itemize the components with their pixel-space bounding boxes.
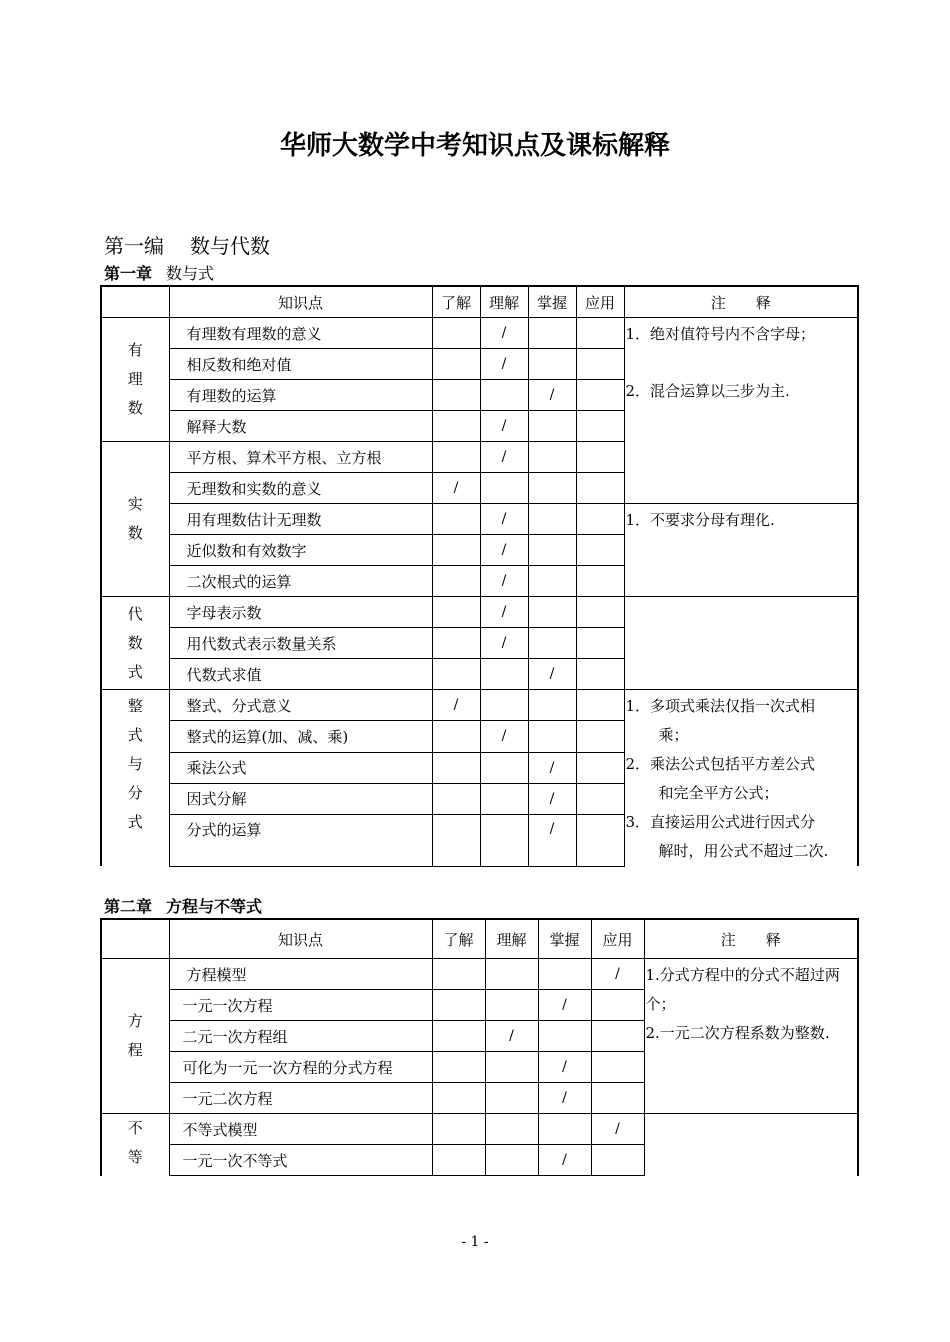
- note-line: 2.一元二次方程系数为整数.: [645, 1024, 830, 1042]
- mark: /: [591, 959, 644, 990]
- category-cell: 整 式 与 分 式: [101, 690, 169, 867]
- mark: /: [480, 535, 528, 566]
- knowledge-item: 一元一次方程: [169, 990, 432, 1021]
- chapter1-heading: [104, 261, 214, 284]
- mark: /: [432, 473, 480, 504]
- knowledge-item: 整式、分式意义: [169, 690, 432, 721]
- knowledge-item: 字母表示数: [169, 597, 432, 628]
- note-cell: [624, 318, 858, 504]
- category-cell: 不 等: [101, 1114, 169, 1176]
- mark: /: [432, 690, 480, 721]
- mark: /: [528, 815, 576, 866]
- chapter1-table: [100, 285, 859, 867]
- mark: /: [480, 318, 528, 349]
- mark: /: [528, 659, 576, 690]
- category-cell: 实 数: [101, 442, 169, 597]
- mark: /: [480, 597, 528, 628]
- header-understand: 了解: [432, 286, 480, 318]
- knowledge-item: 一元一次不等式: [169, 1145, 432, 1176]
- header-comprehend: 理解: [485, 919, 538, 959]
- note-line: 2．乘法公式包括平方差公式: [625, 755, 816, 773]
- knowledge-item: 有理数有理数的意义: [169, 318, 432, 349]
- chapter2-name: 方程与不等式: [166, 897, 263, 916]
- header-knowledge: 知识点: [169, 919, 432, 959]
- mark: /: [528, 752, 576, 783]
- mark: /: [480, 566, 528, 597]
- note-cell: [644, 959, 858, 1114]
- knowledge-item: 解释大数: [169, 411, 432, 442]
- note-cell: [624, 690, 858, 867]
- note-cell: [644, 1114, 858, 1176]
- note-line: 1.分式方程中的分式不超过两: [645, 966, 840, 984]
- mark: /: [538, 1083, 591, 1114]
- chapter2-label: 第二章: [104, 897, 153, 916]
- header-knowledge: 知识点: [169, 286, 432, 318]
- mark: /: [538, 1145, 591, 1176]
- chapter2-heading: [104, 894, 262, 917]
- part-heading: [104, 230, 270, 259]
- mark: /: [591, 1114, 644, 1145]
- note-line: 3．直接运用公式进行因式分: [625, 813, 816, 831]
- note-line: 解时，用公式不超过二次.: [658, 842, 829, 860]
- category-cell: 代 数 式: [101, 597, 169, 690]
- mark: /: [480, 442, 528, 473]
- chapter1-label: 第一章: [104, 264, 153, 283]
- knowledge-item: 二次根式的运算: [169, 566, 432, 597]
- note-line: 和完全平方公式；: [658, 784, 779, 802]
- note-line: 2．混合运算以三步为主.: [625, 382, 790, 400]
- mark: /: [538, 1052, 591, 1083]
- page-title: 华师大数学中考知识点及课标解释: [279, 131, 670, 161]
- note-cell: [624, 504, 858, 597]
- note-cell: [624, 597, 858, 690]
- note-line: 个；: [645, 995, 676, 1013]
- mark: /: [480, 721, 528, 752]
- part-label: 第一编: [104, 234, 164, 258]
- header-category: [101, 286, 169, 318]
- header-comprehend: 理解: [480, 286, 528, 318]
- header-note: 注 释: [644, 919, 858, 959]
- category-cell: 方 程: [101, 959, 169, 1114]
- header-master: 掌握: [538, 919, 591, 959]
- knowledge-item: 平方根、算术平方根、立方根: [169, 442, 432, 473]
- knowledge-item: 二元一次方程组: [169, 1021, 432, 1052]
- knowledge-item: 用代数式表示数量关系: [169, 628, 432, 659]
- header-master: 掌握: [528, 286, 576, 318]
- part-name: 数与代数: [190, 234, 270, 258]
- header-note: 注 释: [624, 286, 858, 318]
- category-cell: 有 理 数: [101, 318, 169, 442]
- knowledge-item: 不等式模型: [169, 1114, 432, 1145]
- knowledge-item: 用有理数估计无理数: [169, 504, 432, 535]
- knowledge-item: 近似数和有效数字: [169, 535, 432, 566]
- page-number: - 1 -: [461, 1234, 489, 1250]
- header-understand: 了解: [432, 919, 485, 959]
- knowledge-item: 可化为一元一次方程的分式方程: [169, 1052, 432, 1083]
- knowledge-item: 有理数的运算: [169, 380, 432, 411]
- header-apply: 应用: [591, 919, 644, 959]
- knowledge-item: 无理数和实数的意义: [169, 473, 432, 504]
- mark: /: [480, 504, 528, 535]
- chapter1-name: 数与式: [166, 264, 215, 283]
- header-category: [101, 919, 169, 959]
- header-apply: 应用: [576, 286, 624, 318]
- note-line: 乘；: [658, 726, 689, 744]
- chapter2-table: [100, 918, 859, 1176]
- knowledge-item: 相反数和绝对值: [169, 349, 432, 380]
- note-line: 1．多项式乘法仅指一次式相: [625, 697, 816, 715]
- knowledge-item: 乘法公式: [169, 752, 432, 783]
- knowledge-item: 整式的运算(加、减、乘): [169, 721, 432, 752]
- mark: /: [528, 783, 576, 814]
- knowledge-item: 分式的运算: [169, 815, 432, 866]
- mark: /: [485, 1021, 538, 1052]
- knowledge-item: 一元二次方程: [169, 1083, 432, 1114]
- mark: /: [480, 411, 528, 442]
- knowledge-item: 方程模型: [169, 959, 432, 990]
- mark: /: [480, 628, 528, 659]
- mark: /: [538, 990, 591, 1021]
- mark: /: [480, 349, 528, 380]
- note-line: 1．不要求分母有理化.: [625, 511, 775, 529]
- mark: /: [528, 380, 576, 411]
- knowledge-item: 因式分解: [169, 783, 432, 814]
- knowledge-item: 代数式求值: [169, 659, 432, 690]
- note-line: 1．绝对值符号内不含字母；: [625, 325, 816, 343]
